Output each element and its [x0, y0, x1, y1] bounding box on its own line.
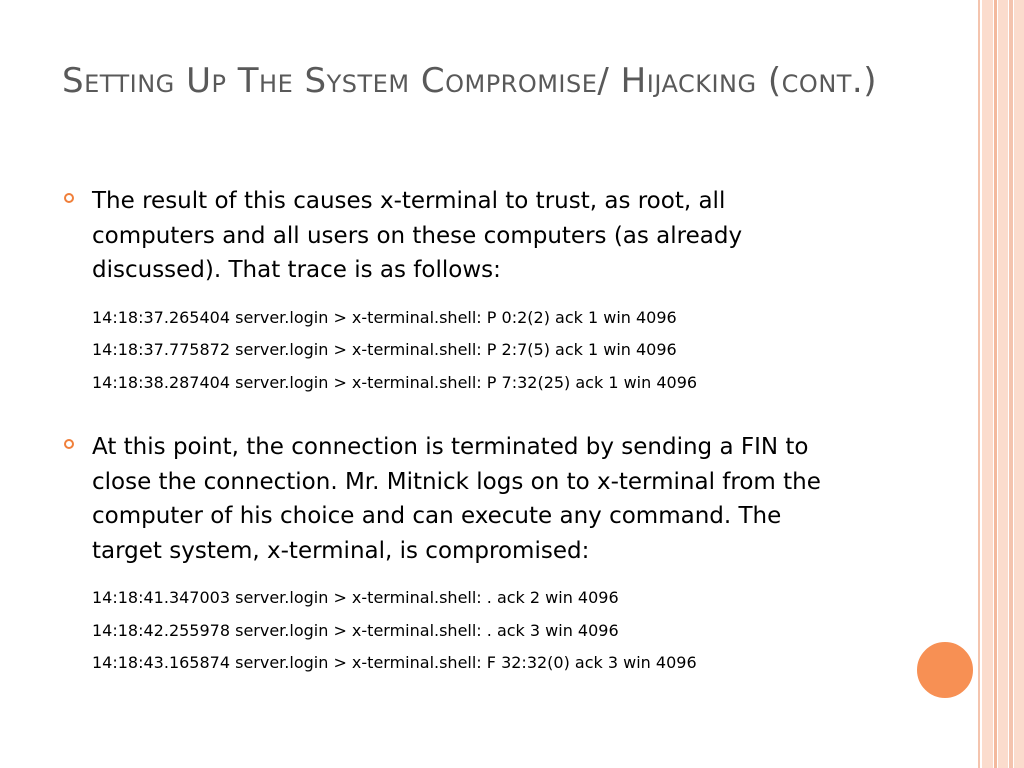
slide-title: Setting Up The System Compromise/ Hijacking (cont.)	[62, 61, 878, 101]
hollow-circle-bullet-icon	[64, 439, 74, 449]
bullet-text: At this point, the connection is terminated by sending a FIN to close the connection. Mr. Mitnick logs on to x-terminal from the computer of his choice and can execute any command. The target system, x-terminal, is compromised:	[92, 434, 821, 564]
trace-line: 14:18:41.347003 server.login > x-terminal.shell: . ack 2 win 4096	[92, 588, 619, 607]
trace-list	[64, 302, 854, 400]
bullet-row	[64, 430, 854, 568]
decorative-stripe	[978, 0, 980, 768]
decorative-stripe	[982, 0, 993, 768]
trace-line: 14:18:43.165874 server.login > x-terminal.shell: F 32:32(0) ack 3 win 4096	[92, 653, 697, 672]
trace-line: 14:18:42.255978 server.login > x-terminal.shell: . ack 3 win 4096	[92, 620, 619, 640]
decorative-stripe	[994, 0, 997, 768]
decorative-stripe	[998, 0, 1008, 768]
trace-list	[64, 582, 854, 680]
trace-line: 14:18:38.287404 server.login > x-terminal.shell: P 7:32(25) ack 1 win 4096	[92, 372, 698, 392]
bullet-item-1	[64, 184, 854, 399]
decorative-stripe	[1009, 0, 1013, 768]
hollow-circle-bullet-icon	[64, 193, 74, 203]
trace-line: 14:18:37.775872 server.login > x-terminal.shell: P 2:7(5) ack 1 win 4096	[92, 340, 677, 359]
bullet-row	[64, 184, 854, 288]
bullet-item-2	[64, 430, 854, 680]
trace-line: 14:18:37.265404 server.login > x-terminal.shell: P 0:2(2) ack 1 win 4096	[92, 307, 677, 327]
orange-circle-decoration	[915, 640, 975, 700]
bullet-text: The result of this causes x-terminal to trust, as root, all computers and all users on these computers (as already discussed). That trace is as follows:	[92, 188, 743, 283]
decorative-stripe	[1014, 0, 1024, 768]
